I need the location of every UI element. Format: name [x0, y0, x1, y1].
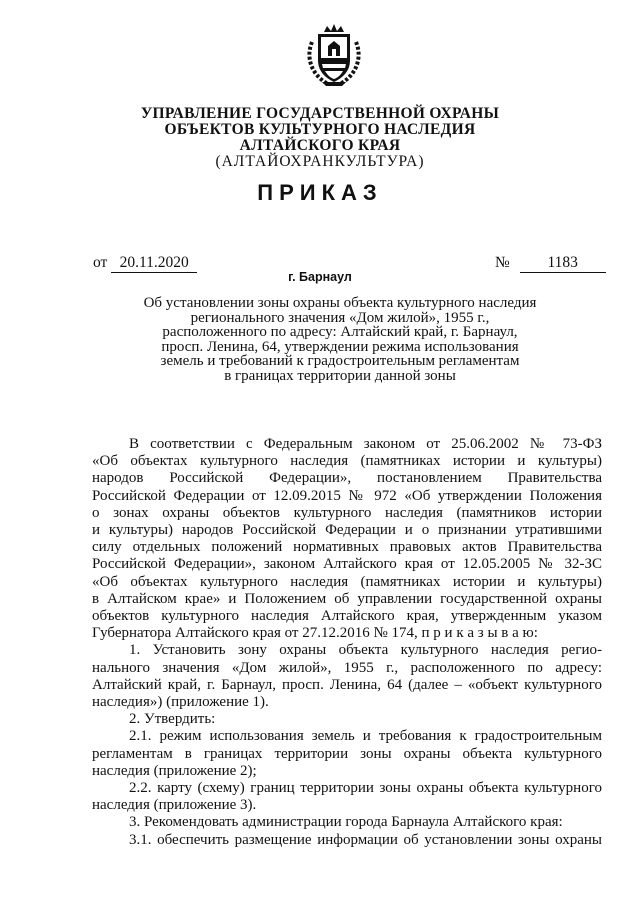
body-line: объектов культурного наследия Алтайского края, утвержденным указом — [92, 608, 602, 625]
body-line: и культуры) народов Российской Федерации и о признании утратившими — [92, 522, 602, 539]
body-line: Российской Федерации», законом Алтайского края от 12.05.2005 № 32-ЗС — [92, 556, 602, 573]
body-line: «Об объектах культурного наследия (памятниках истории и культуры) — [92, 573, 602, 590]
body-line: Алтайский край, г. Барнаул, просп. Ленина, 64 (далее – «объект культурного — [92, 676, 602, 693]
subject-line: в границах территории данной зоны — [224, 367, 456, 384]
body-line: силу отдельных положений нормативных правовых актов Правительства — [92, 539, 602, 556]
organization-header — [0, 106, 640, 170]
date-prefix: от — [93, 254, 108, 271]
body-line: народов Российской Федерации», постановлением Правительства — [92, 470, 602, 487]
body-line: Российской Федерации от 12.09.2015 № 972 «Об утверждении Положения — [92, 487, 602, 504]
subject-line: регионального значения «Дом жилой», 1955 г., — [190, 309, 490, 326]
number-prefix: № — [495, 254, 510, 271]
org-name-line: АЛТАЙСКОГО КРАЯ — [239, 137, 401, 154]
subject-line: Об установлении зоны охраны объекта культурного наследия — [143, 295, 537, 311]
body-line: «Об объектах культурного наследия (памятниках истории и культуры) — [92, 453, 602, 470]
body-line: о зонах охраны объектов культурного наследия (памятников истории — [92, 504, 602, 521]
body-line: наследия (приложение 2); — [92, 762, 257, 779]
document-subject — [120, 296, 560, 384]
body-line: наследия (приложение 3). — [92, 797, 257, 814]
altai-krai-coat-of-arms-icon — [302, 22, 366, 88]
subject-line: расположенного по адресу: Алтайский край, г. Барнаул, — [162, 324, 518, 341]
document-type-title: ПРИКАЗ — [257, 180, 383, 205]
body-line: 3.1. обеспечить размещение информации об установлении зоны охраны — [129, 831, 602, 848]
subject-line: земель и требований к градостроительным регламентам — [160, 353, 520, 370]
body-line: 2. Утвердить: — [129, 711, 216, 728]
city-name: г. Барнаул — [288, 270, 352, 284]
body-line: регламентам в границах территории зоны охраны объекта культурного — [92, 745, 602, 762]
number-value: 1183 — [520, 254, 606, 273]
body-line: 1. Установить зону охраны объекта культурного наследия регио- — [129, 642, 602, 659]
date-value: 20.11.2020 — [111, 254, 197, 273]
subject-line: просп. Ленина, 64, утверждении режима использования — [161, 338, 519, 355]
org-abbreviation: (АЛТАЙОХРАНКУЛЬТУРА) — [215, 153, 425, 170]
document-body — [92, 436, 602, 849]
org-name-line: ОБЪЕКТОВ КУЛЬТУРНОГО НАСЛЕДИЯ — [164, 121, 476, 138]
body-line: 2.2. карту (схему) границ территории зоны охраны объекта культурного — [129, 780, 602, 797]
body-line: Губернатора Алтайского края от 27.12.2016 № 174, п р и к а з ы в а ю: — [92, 625, 538, 642]
org-name-line: УПРАВЛЕНИЕ ГОСУДАРСТВЕННОЙ ОХРАНЫ — [140, 105, 500, 122]
body-line: 2.1. режим использования земель и требования к градостроительным — [129, 728, 602, 745]
body-line: в Алтайском крае» и Положением об управлении государственной охраны — [92, 590, 602, 607]
body-line: нального значения «Дом жилой», 1955 г., расположенного по адресу: — [92, 659, 602, 676]
body-line: наследия») (приложение 1). — [92, 694, 269, 711]
body-line: 3. Рекомендовать администрации города Барнаула Алтайского края: — [129, 814, 563, 831]
body-line: В соответствии с Федеральным законом от 25.06.2002 № 73-ФЗ — [129, 436, 602, 452]
